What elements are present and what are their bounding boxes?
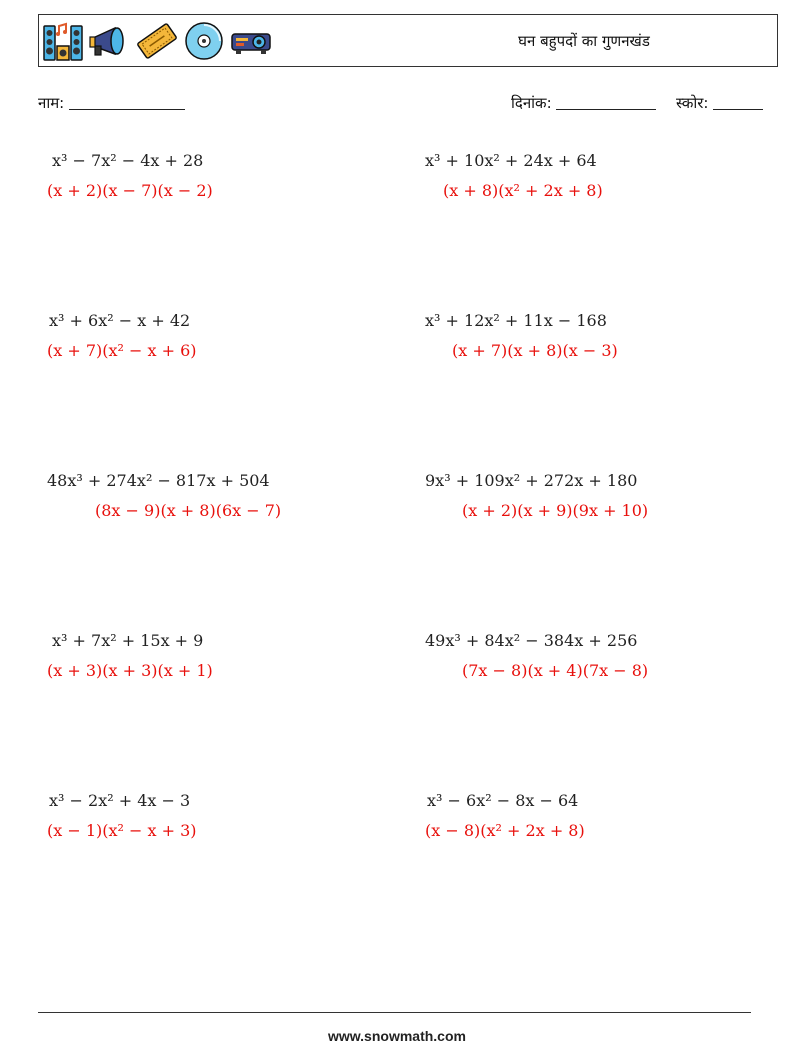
problem-8-question: 49x³ + 84x² − 384x + 256	[425, 631, 638, 650]
problem-1-question: x³ − 7x² − 4x + 28	[52, 151, 204, 170]
score-blank[interactable]	[713, 94, 763, 110]
problem-9-answer: (x − 1)(x² − x + 3)	[47, 821, 197, 840]
date-label: दिनांक:	[511, 94, 552, 112]
cinema-ticket-icon	[136, 20, 178, 62]
problem-4-question: x³ + 12x² + 11x − 168	[425, 311, 607, 330]
problem-6-answer: (x + 2)(x + 9)(9x + 10)	[462, 501, 649, 520]
problem-3-answer: (x + 7)(x² − x + 6)	[47, 341, 197, 360]
name-blank[interactable]	[69, 94, 185, 110]
problem-10-question: x³ − 6x² − 8x − 64	[427, 791, 579, 810]
footer-divider	[38, 1012, 751, 1013]
problem-6-question: 9x³ + 109x² + 272x + 180	[425, 471, 638, 490]
name-field	[38, 93, 185, 113]
worksheet-header	[38, 14, 778, 67]
cd-disc-icon	[183, 20, 225, 62]
score-field	[676, 93, 763, 113]
score-label: स्कोर:	[676, 94, 709, 112]
worksheet-title: घन बहुपदों का गुणनखंड	[518, 32, 650, 50]
problem-7-question: x³ + 7x² + 15x + 9	[52, 631, 204, 650]
footer-url[interactable]: www.snowmath.com	[328, 1028, 466, 1044]
problem-7-answer: (x + 3)(x + 3)(x + 1)	[47, 661, 213, 680]
name-label: नाम:	[38, 94, 65, 112]
problem-4-answer: (x + 7)(x + 8)(x − 3)	[452, 341, 618, 360]
header-icons	[42, 20, 272, 62]
problem-2-answer: (x + 8)(x² + 2x + 8)	[443, 181, 603, 200]
problem-5-answer: (8x − 9)(x + 8)(6x − 7)	[95, 501, 282, 520]
projector-icon	[230, 20, 272, 62]
date-blank[interactable]	[556, 94, 656, 110]
problem-3-question: x³ + 6x² − x + 42	[49, 311, 191, 330]
problem-1-answer: (x + 2)(x − 7)(x − 2)	[47, 181, 213, 200]
speakers-music-icon	[42, 20, 84, 62]
problem-9-question: x³ − 2x² + 4x − 3	[49, 791, 191, 810]
megaphone-icon	[89, 20, 131, 62]
problem-2-question: x³ + 10x² + 24x + 64	[425, 151, 597, 170]
problem-10-answer: (x − 8)(x² + 2x + 8)	[425, 821, 585, 840]
date-field	[511, 93, 656, 113]
problem-8-answer: (7x − 8)(x + 4)(7x − 8)	[462, 661, 649, 680]
problem-5-question: 48x³ + 274x² − 817x + 504	[47, 471, 270, 490]
